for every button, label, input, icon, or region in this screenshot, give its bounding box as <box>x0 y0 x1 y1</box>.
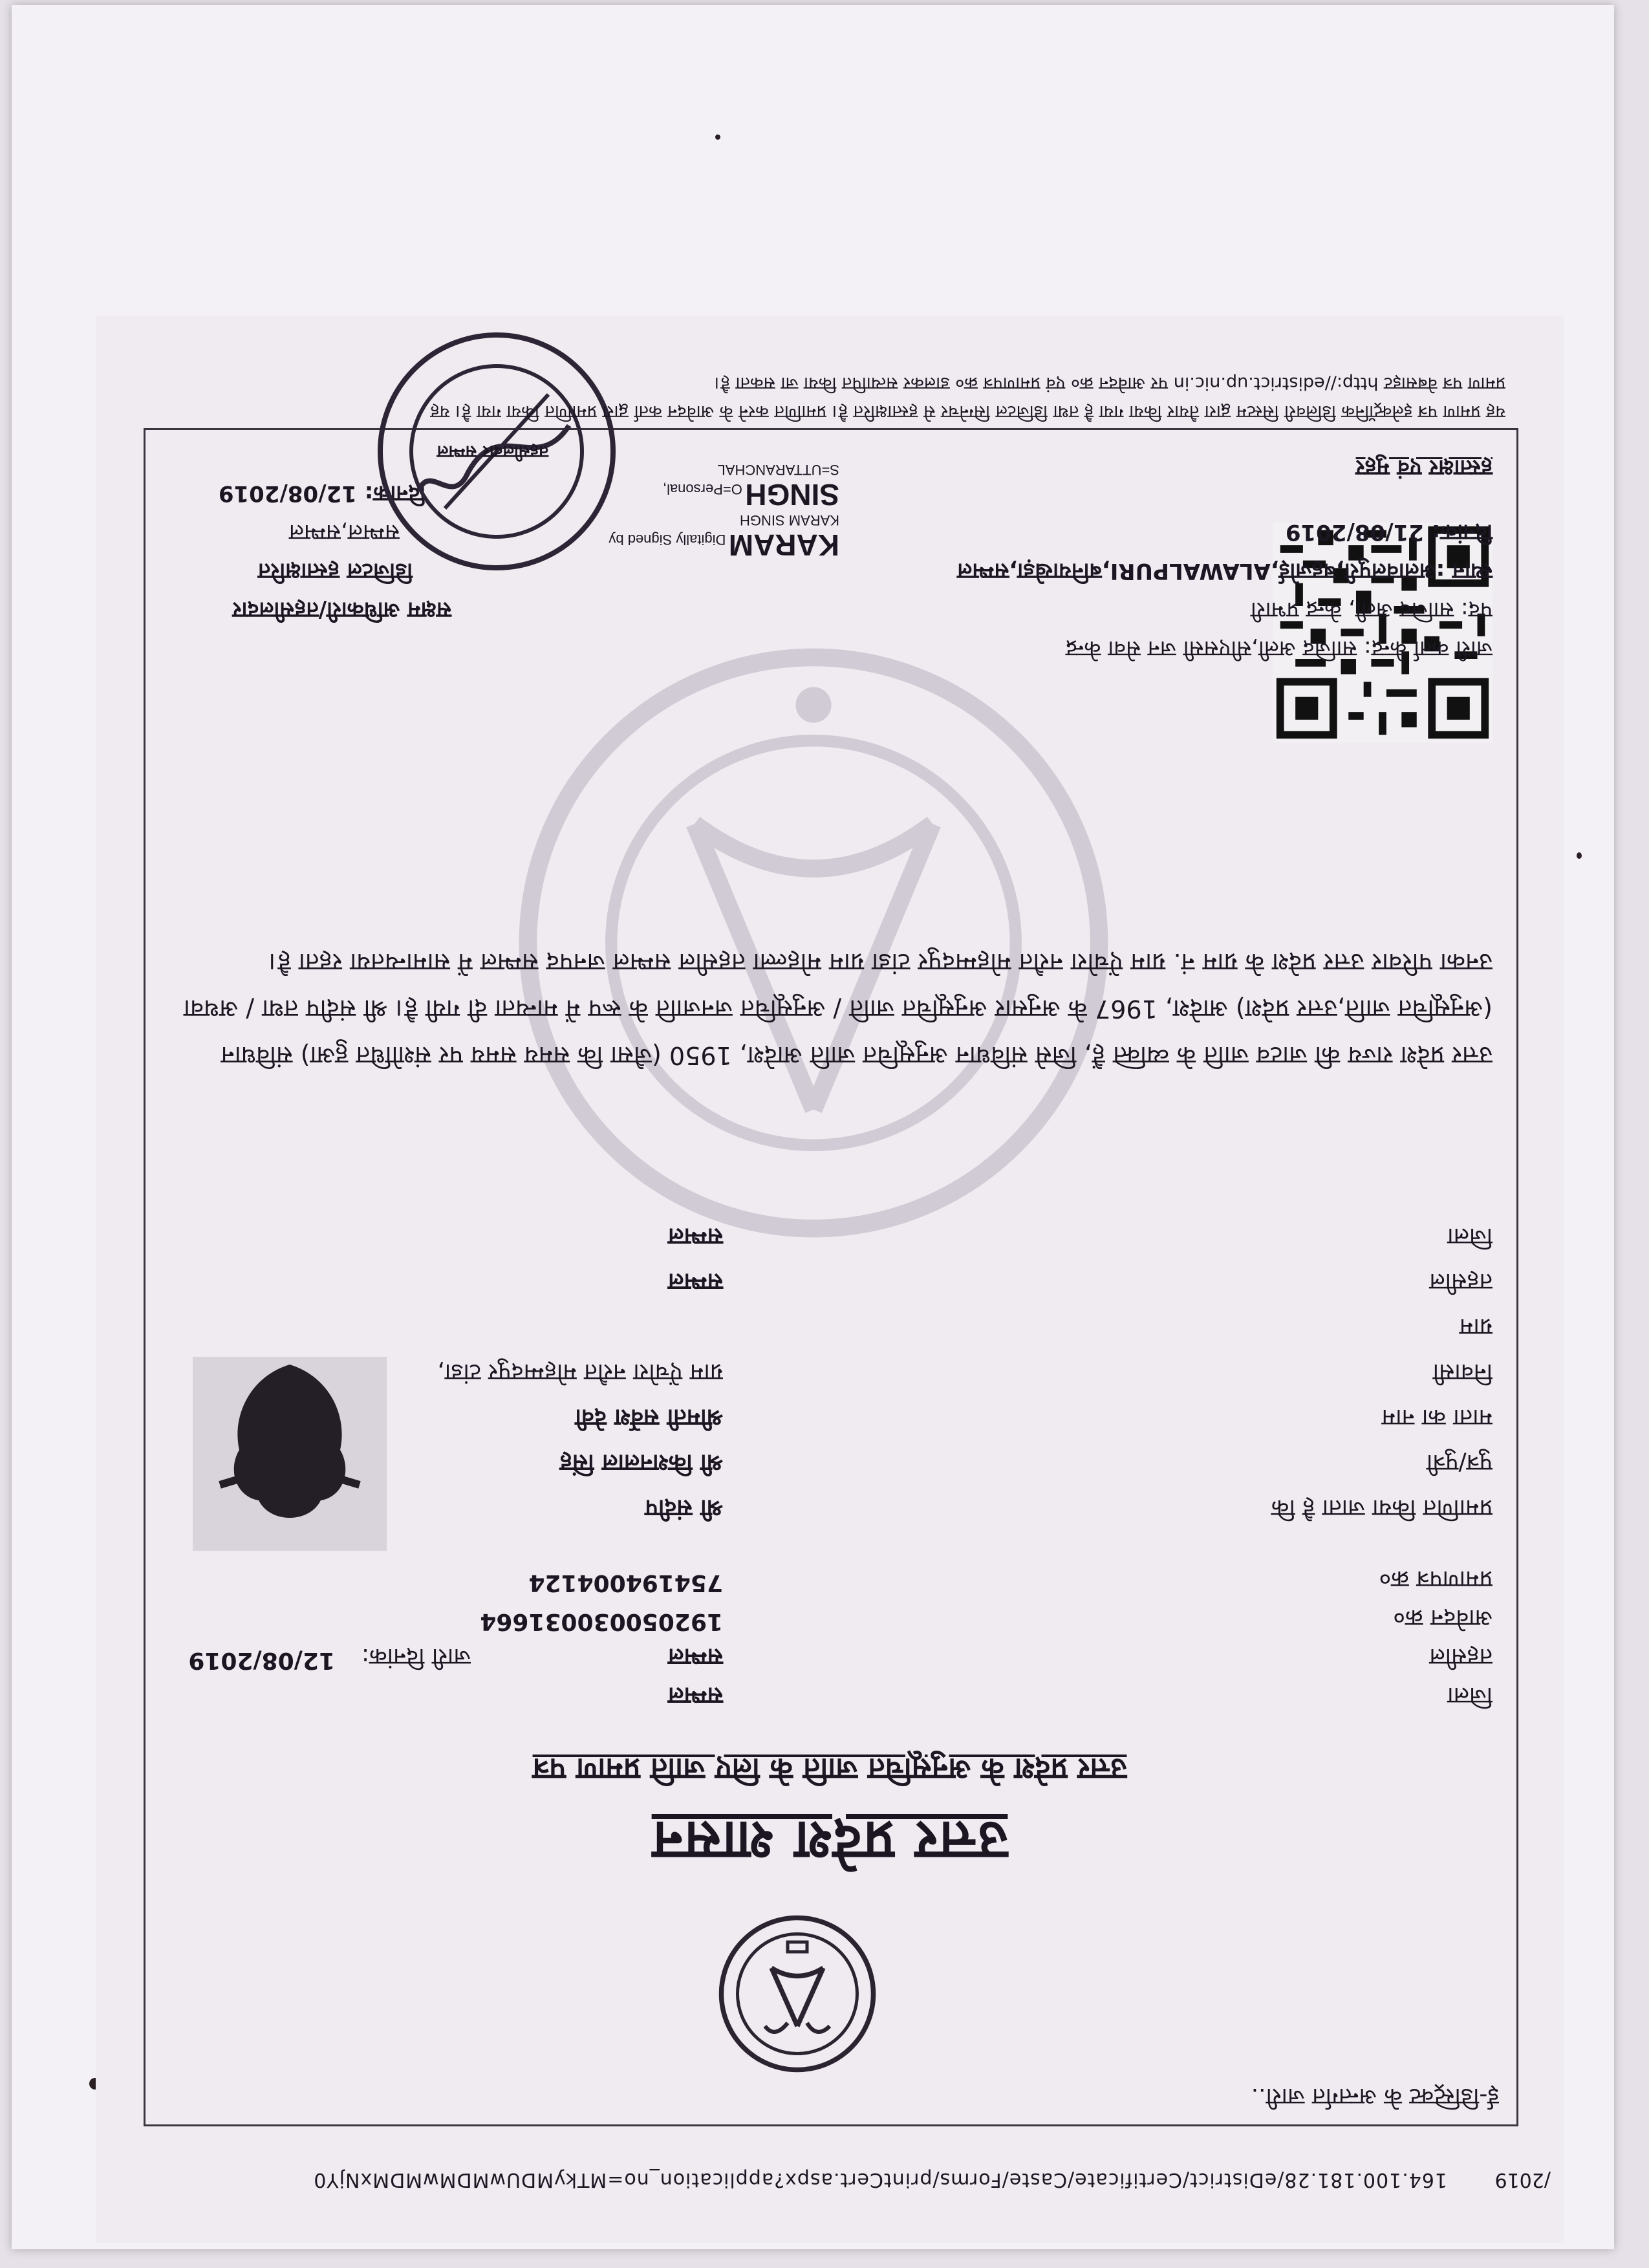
mother-name: श्रीमती सर्वेश देवी <box>575 1404 723 1431</box>
certificate-subtitle: उत्तर प्रदेश के अनुसूचित जाति के लिए जाति प्रमाण पत्र <box>532 1752 1127 1787</box>
tehsil-value: सम्भल <box>668 1643 723 1670</box>
browser-print-header <box>115 2159 1551 2198</box>
signed-by-label: Digitally Signed by <box>609 532 726 548</box>
post-line: पद: साजिद अली, केन्द्र प्रभारी <box>1250 597 1493 623</box>
certificate-body: उत्तर प्रदेश राज्य की जाटव जाति के व्यक्ति हैं, जिसे संविधान अनुसूचित जाति आदेश, 1950 (जैसा कि समय समय पर संशोधित हुआ) संविधान (अनुसूचित जाति,उत्तर प्रदेश) आदेश, 1967 के अनुसार अनुसूचित जाति / अनुसूचित जनजाति के रूप में मान्यता दी गयी है। श्री संदीप तथा / अथवा उनका परिवार उत्तर प्रदेश के ग्राम नं. ग्राम ऐंचोरा नरौत मोहम्मदपुर टांडा ग्राम मोहल्ला तहसील सम्भल जनपद सम्भल में सामान्यतया रहता है। <box>184 948 1493 1070</box>
signer-last-name: SINGH <box>745 478 839 512</box>
officer-date: दिनांक: 12/08/2019 <box>218 481 426 506</box>
ink-speck <box>1577 852 1582 859</box>
applicant-photo-icon <box>193 1357 387 1551</box>
resident-value: ग्राम ऐंचोरा नरौत मोहम्मदपुर टांडा, <box>437 1359 723 1385</box>
tehsil2-label: तहसील <box>1429 1268 1493 1295</box>
signer-first-name: KARAM <box>728 528 839 562</box>
print-date: /2019 <box>1494 2168 1551 2191</box>
district-value: सम्भल <box>668 1682 723 1709</box>
certificate-number-label: प्रमाणपत्र क्र० <box>1379 1566 1493 1592</box>
place-line: स्थान :अलावलपुरी,बहजोई,ALAWALPURI,बनियाखेड़ा,सम्भल <box>957 558 1493 584</box>
signature-label: हस्ताक्षर एवं मुहर <box>1355 455 1493 481</box>
certify-label: प्रमाणित किया जाता है कि <box>1271 1495 1493 1521</box>
application-number-value: 192050030031664 <box>480 1608 723 1635</box>
issue-date-value: 12/08/2019 <box>188 1647 335 1674</box>
ink-speck <box>715 135 720 140</box>
tehsil-label: तहसील <box>1429 1643 1493 1670</box>
footnote-line-1: यह प्रमाण पत्र इलेक्ट्रॉनिक डिलिवरी सिस्टम द्वारा तैयार किया गया है तथा डिजिटल सिग्नेचर से हस्ताक्षरित है। प्रमाणित करने के आवेदन कर्ता द्वारा प्रमाणित किया गया है। यह <box>430 402 1505 422</box>
signer-org: O=Personal, <box>662 481 742 497</box>
signature-date-line: दिनांक: 21/08/2019 <box>1285 519 1493 545</box>
print-url: 164.100.181.28/eDistrict/Certificate/Caste/Forms/printCert.aspx?application_no=MTkyMDUwMDMwMDMxNjY0 <box>313 2168 1447 2191</box>
mother-label: माता का नाम <box>1381 1404 1493 1431</box>
father-name: श्री किशनलाल सिंह <box>559 1449 723 1476</box>
footnote-line-2: प्रमाण पत्र वेबसाइट http://edistrict.up.nic.in पर आवेदन क्र० एवं प्रमाणपत्र क्र० डालकर सत्यापित किया जा सकता है। <box>714 373 1505 393</box>
verification-footnote <box>147 369 1505 426</box>
village-label: ग्राम <box>1459 1313 1493 1340</box>
qr-code-icon <box>1273 523 1493 742</box>
applicant-photo <box>193 1357 387 1551</box>
up-emblem-icon <box>717 1913 878 2075</box>
certificate-number-value: 754194004124 <box>528 1570 723 1596</box>
tehsil2-value: सम्भल <box>668 1268 723 1295</box>
applicant-name: श्री संदीप <box>645 1495 723 1521</box>
issuer-line: जारी कर्ता केन्द्र: साजिद अली,सीएससी जन सेवा केन्द्र <box>1065 636 1493 662</box>
resident-label: निवासी <box>1432 1359 1493 1385</box>
scanned-paper <box>12 5 1614 2249</box>
officer-title: सक्षम अधिकारी/तहसीलदार <box>232 597 451 623</box>
application-number-label: आवेदन क्र० <box>1393 1604 1493 1631</box>
district-label: जिला <box>1447 1682 1493 1709</box>
issue-date-label: जारी दिनांक: <box>361 1643 471 1670</box>
officer-place: सम्भल,सम्भल <box>288 519 400 545</box>
certificate-title: उत्तर प्रदेश शासन <box>651 1809 1008 1873</box>
officer-sign-label: डिजिटल हस्ताक्षरित <box>258 558 413 584</box>
tehsildar-stamp <box>367 322 626 581</box>
relation-label: पुत्र/पुत्री <box>1426 1449 1493 1476</box>
signer-state: S=UTTARANCHAL <box>717 462 839 478</box>
certificate-page <box>96 316 1564 2243</box>
district2-value: सम्भल <box>668 1223 723 1249</box>
district2-label: जिला <box>1447 1223 1493 1249</box>
signer-full-name: KARAM SINGH <box>739 512 839 528</box>
stamp-text: तहसीलदार सम्भल <box>436 442 548 461</box>
edistrict-note: ई-डिस्ट्रिक्ट के अन्तर्गत जारी.. <box>1251 2083 1499 2110</box>
